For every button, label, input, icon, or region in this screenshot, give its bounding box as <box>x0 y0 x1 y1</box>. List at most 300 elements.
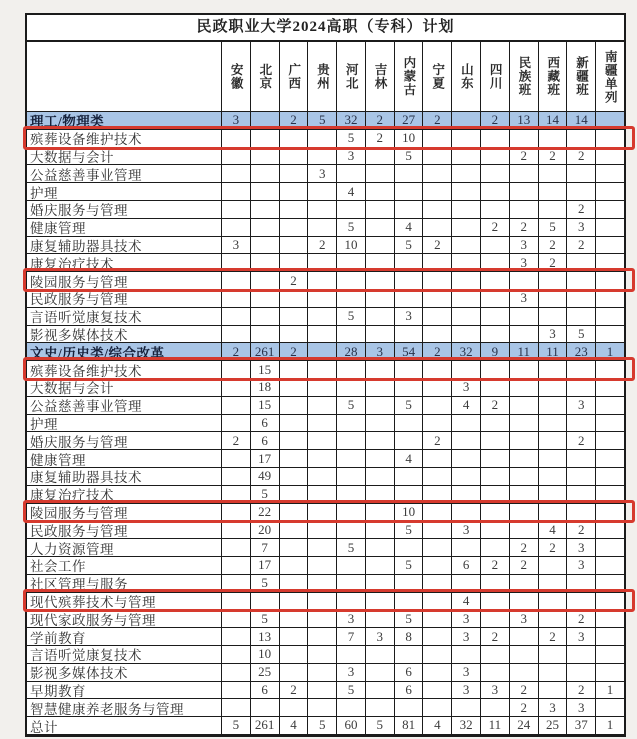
plan-count-cell: 2 <box>539 237 568 255</box>
plan-count-cell: 3 <box>337 148 366 166</box>
plan-count-cell <box>308 450 337 468</box>
plan-count-cell <box>251 201 280 219</box>
plan-count-cell <box>596 628 624 646</box>
plan-count-cell <box>222 379 251 397</box>
plan-count-cell: 9 <box>481 343 510 361</box>
plan-count-cell <box>251 112 280 130</box>
plan-count-cell <box>337 201 366 219</box>
table-title: 民政职业大学2024高职（专科）计划 <box>27 15 624 42</box>
plan-count-cell <box>510 575 539 593</box>
plan-count-cell <box>395 290 424 308</box>
plan-count-cell: 2 <box>510 148 539 166</box>
plan-count-cell <box>366 486 395 504</box>
plan-count-cell <box>596 699 624 717</box>
major-row <box>27 272 624 290</box>
plan-count-cell <box>596 254 624 272</box>
plan-count-cell: 3 <box>337 664 366 682</box>
plan-count-cell: 1 <box>596 682 624 700</box>
plan-count-cell <box>481 130 510 148</box>
plan-count-cell <box>423 593 452 611</box>
plan-count-cell <box>510 379 539 397</box>
plan-count-cell: 5 <box>395 397 424 415</box>
plan-count-cell: 13 <box>510 112 539 130</box>
column-header <box>366 42 395 112</box>
row-label: 文史/历史类/综合改革 <box>27 343 222 361</box>
plan-count-cell: 14 <box>567 112 596 130</box>
plan-count-cell <box>539 165 568 183</box>
column-header <box>222 42 251 112</box>
plan-count-cell <box>222 486 251 504</box>
plan-count-cell <box>337 254 366 272</box>
row-label: 言语听觉康复技术 <box>27 308 222 326</box>
plan-count-cell <box>337 557 366 575</box>
plan-count-cell: 2 <box>510 682 539 700</box>
plan-count-cell: 23 <box>567 343 596 361</box>
plan-count-cell <box>567 415 596 433</box>
plan-count-cell: 5 <box>366 717 395 735</box>
plan-count-cell <box>366 450 395 468</box>
plan-count-cell <box>366 646 395 664</box>
plan-count-cell <box>280 610 309 628</box>
plan-count-cell <box>452 486 481 504</box>
plan-count-cell: 2 <box>539 148 568 166</box>
plan-count-cell <box>222 450 251 468</box>
plan-count-cell <box>596 664 624 682</box>
plan-count-cell <box>308 432 337 450</box>
plan-count-cell: 6 <box>251 432 280 450</box>
plan-count-cell <box>222 539 251 557</box>
plan-count-cell <box>567 486 596 504</box>
plan-count-cell <box>222 361 251 379</box>
plan-count-cell: 3 <box>510 610 539 628</box>
plan-count-cell: 15 <box>251 397 280 415</box>
plan-count-cell: 5 <box>251 575 280 593</box>
plan-count-cell <box>222 254 251 272</box>
plan-count-cell: 2 <box>423 432 452 450</box>
plan-count-cell <box>539 397 568 415</box>
row-label: 健康管理 <box>27 450 222 468</box>
column-header <box>567 42 596 112</box>
plan-count-cell: 6 <box>251 682 280 700</box>
plan-count-cell <box>510 432 539 450</box>
plan-count-cell <box>567 308 596 326</box>
plan-count-cell <box>539 183 568 201</box>
plan-count-cell <box>423 628 452 646</box>
row-label: 学前教育 <box>27 628 222 646</box>
row-label: 婚庆服务与管理 <box>27 201 222 219</box>
plan-count-cell <box>308 397 337 415</box>
plan-count-cell <box>337 379 366 397</box>
plan-count-cell: 5 <box>395 521 424 539</box>
plan-count-cell <box>366 272 395 290</box>
plan-count-cell: 3 <box>481 682 510 700</box>
plan-count-cell <box>280 486 309 504</box>
plan-count-cell <box>308 290 337 308</box>
plan-count-cell <box>567 450 596 468</box>
column-header-label: 北京 <box>257 63 272 90</box>
major-row <box>27 326 624 344</box>
plan-count-cell <box>280 468 309 486</box>
plan-count-cell <box>222 468 251 486</box>
major-row <box>27 201 624 219</box>
plan-count-cell <box>510 415 539 433</box>
column-header-label: 四川 <box>488 63 503 90</box>
column-header <box>395 42 424 112</box>
plan-count-cell: 20 <box>251 521 280 539</box>
plan-count-cell: 10 <box>337 237 366 255</box>
plan-count-cell <box>567 361 596 379</box>
plan-count-cell <box>510 308 539 326</box>
plan-count-cell <box>596 272 624 290</box>
plan-count-cell <box>280 308 309 326</box>
plan-count-cell <box>423 521 452 539</box>
plan-count-cell <box>337 165 366 183</box>
plan-count-cell: 3 <box>510 290 539 308</box>
row-label: 民政服务与管理 <box>27 290 222 308</box>
plan-count-cell: 3 <box>452 628 481 646</box>
major-row <box>27 575 624 593</box>
plan-count-cell <box>337 450 366 468</box>
plan-count-cell <box>510 593 539 611</box>
plan-count-cell: 5 <box>567 326 596 344</box>
plan-count-cell: 2 <box>423 343 452 361</box>
plan-count-cell <box>366 682 395 700</box>
plan-count-cell <box>452 450 481 468</box>
major-row <box>27 628 624 646</box>
plan-count-cell <box>510 326 539 344</box>
plan-count-cell <box>308 361 337 379</box>
plan-count-cell <box>539 682 568 700</box>
plan-count-cell <box>567 575 596 593</box>
plan-count-cell <box>280 201 309 219</box>
plan-count-cell <box>366 237 395 255</box>
plan-count-cell: 2 <box>510 539 539 557</box>
plan-count-cell: 2 <box>481 628 510 646</box>
plan-count-cell <box>308 593 337 611</box>
plan-count-cell <box>251 593 280 611</box>
plan-count-cell: 2 <box>567 201 596 219</box>
major-row <box>27 486 624 504</box>
plan-count-cell <box>280 237 309 255</box>
plan-count-cell <box>280 254 309 272</box>
plan-count-cell <box>452 504 481 522</box>
plan-count-cell <box>539 504 568 522</box>
plan-count-cell <box>452 539 481 557</box>
plan-count-cell <box>308 557 337 575</box>
plan-count-cell: 6 <box>452 557 481 575</box>
plan-count-cell <box>510 361 539 379</box>
plan-count-cell: 2 <box>366 130 395 148</box>
plan-count-cell <box>222 593 251 611</box>
plan-count-cell <box>280 165 309 183</box>
plan-count-cell: 2 <box>280 682 309 700</box>
plan-count-cell <box>423 539 452 557</box>
plan-count-cell <box>539 486 568 504</box>
plan-count-cell <box>337 326 366 344</box>
row-label: 婚庆服务与管理 <box>27 432 222 450</box>
plan-count-cell <box>251 290 280 308</box>
plan-count-cell: 4 <box>337 183 366 201</box>
plan-count-cell <box>596 290 624 308</box>
plan-count-cell: 11 <box>510 343 539 361</box>
plan-count-cell <box>423 272 452 290</box>
plan-count-cell: 25 <box>539 717 568 735</box>
plan-count-cell <box>596 450 624 468</box>
plan-count-cell <box>395 575 424 593</box>
major-row <box>27 468 624 486</box>
plan-count-cell <box>222 219 251 237</box>
plan-count-cell: 3 <box>308 165 337 183</box>
plan-count-cell <box>481 415 510 433</box>
plan-count-cell: 5 <box>308 717 337 735</box>
plan-count-cell <box>596 112 624 130</box>
row-label: 社区管理与服务 <box>27 575 222 593</box>
plan-count-cell <box>596 557 624 575</box>
plan-count-cell <box>510 646 539 664</box>
plan-count-cell <box>222 183 251 201</box>
plan-count-cell <box>222 628 251 646</box>
major-row <box>27 593 624 611</box>
plan-count-cell: 27 <box>395 112 424 130</box>
plan-count-cell: 5 <box>222 717 251 735</box>
plan-count-cell <box>222 272 251 290</box>
major-row <box>27 379 624 397</box>
plan-count-cell <box>366 201 395 219</box>
plan-count-cell <box>366 290 395 308</box>
plan-count-cell <box>280 290 309 308</box>
plan-count-cell <box>481 504 510 522</box>
plan-count-cell <box>481 148 510 166</box>
plan-count-cell: 10 <box>395 130 424 148</box>
plan-count-cell <box>567 165 596 183</box>
plan-count-cell <box>280 183 309 201</box>
plan-count-cell: 3 <box>539 699 568 717</box>
plan-count-cell <box>452 432 481 450</box>
plan-count-cell <box>539 130 568 148</box>
major-row <box>27 237 624 255</box>
column-header <box>251 42 280 112</box>
plan-count-cell: 32 <box>452 717 481 735</box>
grand-total-row <box>27 717 624 735</box>
plan-count-cell <box>596 521 624 539</box>
plan-count-cell <box>395 593 424 611</box>
plan-count-cell <box>539 575 568 593</box>
plan-count-cell: 11 <box>539 343 568 361</box>
plan-count-cell <box>596 610 624 628</box>
plan-count-cell <box>481 432 510 450</box>
plan-count-cell <box>481 237 510 255</box>
plan-count-cell <box>539 468 568 486</box>
plan-count-cell <box>308 539 337 557</box>
plan-count-cell <box>539 379 568 397</box>
plan-count-cell <box>366 397 395 415</box>
column-header-label: 广西 <box>286 63 301 90</box>
plan-count-cell <box>596 646 624 664</box>
plan-count-cell <box>280 148 309 166</box>
plan-count-cell <box>481 575 510 593</box>
column-header <box>423 42 452 112</box>
plan-count-cell <box>423 699 452 717</box>
column-header <box>280 42 309 112</box>
plan-count-cell: 4 <box>452 397 481 415</box>
plan-count-cell: 2 <box>567 610 596 628</box>
plan-count-cell: 5 <box>395 237 424 255</box>
plan-count-cell: 2 <box>539 628 568 646</box>
plan-count-cell <box>222 664 251 682</box>
plan-count-cell <box>308 254 337 272</box>
plan-count-cell <box>395 486 424 504</box>
plan-count-cell: 4 <box>395 450 424 468</box>
plan-count-cell <box>280 557 309 575</box>
plan-count-cell <box>423 361 452 379</box>
major-row <box>27 682 624 700</box>
plan-count-cell <box>222 521 251 539</box>
plan-count-cell <box>280 628 309 646</box>
plan-count-cell <box>567 646 596 664</box>
column-header-label: 吉林 <box>373 63 388 90</box>
plan-count-cell <box>452 272 481 290</box>
plan-count-cell <box>251 237 280 255</box>
plan-count-cell <box>308 130 337 148</box>
plan-count-cell <box>222 148 251 166</box>
plan-count-cell <box>481 165 510 183</box>
plan-count-cell <box>423 201 452 219</box>
plan-count-cell: 2 <box>222 432 251 450</box>
plan-count-cell <box>539 361 568 379</box>
row-label: 智慧健康养老服务与管理 <box>27 699 222 717</box>
plan-count-cell <box>222 415 251 433</box>
plan-count-cell <box>337 646 366 664</box>
plan-count-cell <box>395 201 424 219</box>
plan-count-cell <box>539 646 568 664</box>
plan-count-cell <box>481 610 510 628</box>
plan-count-cell <box>280 432 309 450</box>
row-label: 公益慈善事业管理 <box>27 397 222 415</box>
row-label: 总计 <box>27 717 222 735</box>
plan-count-cell <box>251 219 280 237</box>
plan-count-cell <box>366 557 395 575</box>
plan-count-cell <box>596 539 624 557</box>
plan-count-cell: 3 <box>567 219 596 237</box>
plan-count-cell <box>481 183 510 201</box>
plan-count-cell <box>481 201 510 219</box>
plan-count-cell: 3 <box>366 343 395 361</box>
plan-count-cell <box>251 165 280 183</box>
plan-count-cell <box>308 183 337 201</box>
plan-count-cell: 3 <box>452 610 481 628</box>
plan-count-cell: 1 <box>596 343 624 361</box>
plan-count-cell: 2 <box>567 148 596 166</box>
major-row <box>27 361 624 379</box>
plan-count-cell: 2 <box>280 112 309 130</box>
plan-count-cell <box>539 308 568 326</box>
plan-count-cell: 17 <box>251 450 280 468</box>
plan-count-cell <box>280 699 309 717</box>
row-label: 殡葬设备维护技术 <box>27 130 222 148</box>
plan-count-cell: 1 <box>596 717 624 735</box>
plan-count-cell <box>308 699 337 717</box>
plan-count-cell <box>481 450 510 468</box>
plan-count-cell <box>423 326 452 344</box>
plan-count-cell <box>280 219 309 237</box>
plan-count-cell <box>222 699 251 717</box>
plan-count-cell <box>280 361 309 379</box>
major-row <box>27 148 624 166</box>
plan-count-cell <box>280 575 309 593</box>
plan-count-cell <box>337 575 366 593</box>
plan-count-cell <box>452 183 481 201</box>
major-row <box>27 254 624 272</box>
plan-count-cell <box>395 432 424 450</box>
plan-count-cell <box>452 699 481 717</box>
row-label: 健康管理 <box>27 219 222 237</box>
plan-count-cell <box>308 379 337 397</box>
plan-count-cell <box>222 290 251 308</box>
plan-count-cell <box>337 468 366 486</box>
plan-count-cell <box>337 504 366 522</box>
row-label: 现代殡葬技术与管理 <box>27 593 222 611</box>
plan-count-cell <box>452 201 481 219</box>
plan-count-cell <box>366 610 395 628</box>
plan-count-cell <box>423 165 452 183</box>
header-row <box>27 42 624 112</box>
plan-count-cell <box>308 610 337 628</box>
row-label: 现代家政服务与管理 <box>27 610 222 628</box>
plan-count-cell <box>510 201 539 219</box>
plan-count-cell <box>280 664 309 682</box>
plan-count-cell <box>366 308 395 326</box>
row-label: 大数据与会计 <box>27 379 222 397</box>
plan-count-cell <box>222 575 251 593</box>
plan-count-cell <box>452 468 481 486</box>
plan-count-cell <box>366 521 395 539</box>
plan-count-cell <box>510 450 539 468</box>
plan-count-cell: 2 <box>308 237 337 255</box>
plan-count-cell <box>222 682 251 700</box>
plan-count-cell <box>308 682 337 700</box>
row-label: 护理 <box>27 415 222 433</box>
plan-count-cell: 3 <box>567 397 596 415</box>
plan-count-cell <box>251 254 280 272</box>
plan-count-cell: 261 <box>251 717 280 735</box>
plan-count-cell <box>222 130 251 148</box>
plan-count-cell: 6 <box>395 664 424 682</box>
plan-count-cell <box>510 628 539 646</box>
plan-count-cell <box>452 219 481 237</box>
plan-count-cell <box>423 682 452 700</box>
plan-count-cell: 3 <box>222 112 251 130</box>
plan-count-cell <box>481 699 510 717</box>
plan-count-cell <box>337 521 366 539</box>
plan-count-cell: 5 <box>337 219 366 237</box>
plan-count-cell <box>222 610 251 628</box>
plan-count-cell: 5 <box>337 130 366 148</box>
plan-count-cell <box>423 183 452 201</box>
plan-count-cell: 5 <box>337 308 366 326</box>
major-row <box>27 397 624 415</box>
corner-cell <box>27 42 222 112</box>
plan-count-cell <box>423 308 452 326</box>
plan-count-cell: 18 <box>251 379 280 397</box>
row-label: 康复治疗技术 <box>27 486 222 504</box>
plan-count-cell <box>395 699 424 717</box>
section-row <box>27 112 624 130</box>
plan-count-cell <box>510 130 539 148</box>
plan-count-cell: 14 <box>539 112 568 130</box>
major-row <box>27 504 624 522</box>
plan-count-cell <box>481 664 510 682</box>
plan-count-cell <box>308 521 337 539</box>
